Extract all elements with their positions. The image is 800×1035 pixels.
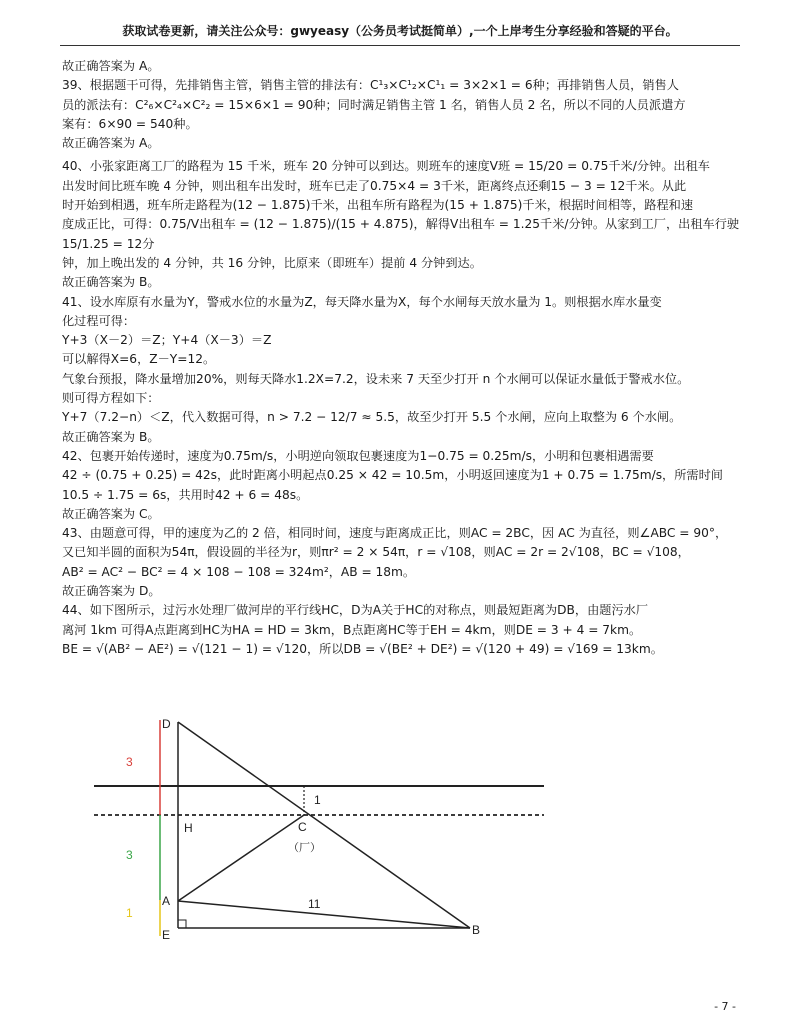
label-segment-mid: 3 xyxy=(126,848,133,862)
text-line: 离河 1km 可得A点距离到HC为HA = HD = 3km，B点距离HC等于EH = 4km，则DE = 3 + 4 = 7km。 xyxy=(62,622,642,637)
text-line: AB² = AC² − BC² = 4 × 108 − 108 = 324m²，AB = 18m。 xyxy=(62,564,416,579)
page-header: 获取试卷更新，请关注公众号：gwyeasy（公务员考试挺简单）,一个上岸考生分享经验和答疑的平台。 xyxy=(122,24,678,38)
text-line: 44、如下图所示，过污水处理厂做河岸的平行线HC，D为A关于HC的对称点，则最短距离为DB，由题污水厂 xyxy=(62,603,649,618)
text-line: 时开始到相遇，班车所走路程为(12 − 1.875)千米，出租车所有路程为(15 + 1.875)千米，根据时间相等，路程和速 xyxy=(62,198,694,213)
geometry-diagram xyxy=(92,714,552,944)
text-line: Y+7（7.2−n）＜Z，代入数据可得，n > 7.2 − 12/7 ≈ 5.5，故至少打开 5.5 个水闸，应向上取整为 6 个水闸。 xyxy=(62,410,682,425)
text-line: 39、根据题干可得，先排销售主管，销售主管的排法有：C¹₃×C¹₂×C¹₁ = 3×2×1 = 6种；再排销售人员，销售人 xyxy=(62,78,679,93)
label-a: A xyxy=(162,894,171,908)
text-line: 气象台预报，降水量增加20%，则每天降水1.2X=7.2，设未来 7 天至少打开 n 个水闸可以保证水量低于警戒水位。 xyxy=(62,371,690,386)
label-e: E xyxy=(162,928,171,942)
label-d: D xyxy=(162,717,171,731)
label-c: C xyxy=(298,820,307,834)
text-line: 则可得方程如下： xyxy=(62,391,160,406)
text-line: 又已知半圆的面积为54π，假设圆的半径为r，则πr² = 2 × 54π，r = √108，则AC = 2r = 2√108，BC = √108， xyxy=(62,545,690,560)
line-db xyxy=(178,722,470,928)
header-rule xyxy=(60,45,740,46)
text-line: 可以解得X=6，Z－Y=12。 xyxy=(62,352,216,367)
text-line: 化过程可得： xyxy=(62,313,136,328)
label-b: B xyxy=(472,923,481,937)
text-line: 故正确答案为 B。 xyxy=(62,275,160,290)
text-line: 10.5 ÷ 1.75 = 6s，共用时42 + 6 = 48s。 xyxy=(62,487,309,502)
text-line: BE = √(AB² − AE²) = √(121 − 1) = √120，所以DB = √(BE² + DE²) = √(120 + 49) = √169 = 13km。 xyxy=(62,641,663,656)
text-line: 42 ÷ (0.75 + 0.25) = 42s，此时距离小明起点0.25 × 42 = 10.5m，小明返回速度为1 + 0.75 = 1.75m/s，所需时间 xyxy=(62,468,723,483)
label-segment-bottom: 1 xyxy=(126,906,133,920)
text-line: 员的派法有：C²₆×C²₄×C²₂ = 15×6×1 = 90种；同时满足销售主管 1 名，销售人员 2 名，所以不同的人员派遣方 xyxy=(62,97,686,112)
text-line: 案有：6×90 = 540种。 xyxy=(62,116,198,131)
text-line: 故正确答案为 B。 xyxy=(62,429,160,444)
label-ab-length: 11 xyxy=(308,897,321,911)
page-number: - 7 - xyxy=(714,1000,736,1013)
label-factory: （厂） xyxy=(288,842,321,854)
right-angle-mark xyxy=(178,920,186,928)
line-ab xyxy=(178,901,470,928)
text-line: 钟，加上晚出发的 4 分钟，共 16 分钟，比原来（即班车）提前 4 分钟到达。 xyxy=(62,255,482,270)
text-line: 41、设水库原有水量为Y，警戒水位的水量为Z，每天降水量为X，每个水闸每天放水量为 1。则根据水库水量变 xyxy=(62,294,662,309)
label-segment-top: 3 xyxy=(126,755,133,769)
text-line: 故正确答案为 D。 xyxy=(62,584,161,599)
text-line: 故正确答案为 C。 xyxy=(62,506,160,521)
text-line: Y+3（X－2）＝Z；Y+4（X－3）＝Z xyxy=(62,333,272,348)
text-line: 度成正比，可得：0.75/V出租车 = (12 − 1.875)/(15 + 4.875)，解得V出租车 = 1.25千米/分钟。从家到工厂，出租车行驶15/1.25 = 12分 xyxy=(62,217,740,251)
solution-text xyxy=(62,57,742,659)
line-ac xyxy=(178,815,304,901)
text-line: 故正确答案为 A。 xyxy=(62,136,160,151)
text-line: 故正确答案为 A。 xyxy=(62,59,160,73)
text-line: 出发时间比班车晚 4 分钟，则出租车出发时，班车已走了0.75×4 = 3千米，距离终点还剩15 − 3 = 12千米。从此 xyxy=(62,178,687,193)
label-h: H xyxy=(184,821,193,835)
text-line: 43、由题意可得，甲的速度为乙的 2 倍，相同时间，速度与距离成正比，则AC = 2BC，因 AC 为直径，则∠ABC = 90°， xyxy=(62,526,728,541)
text-line: 40、小张家距离工厂的路程为 15 千米，班车 20 分钟可以到达。则班车的速度V班 = 15/20 = 0.75千米/分钟。出租车 xyxy=(62,159,710,174)
text-line: 42、包裹开始传递时，速度为0.75m/s，小明逆向领取包裹速度为1−0.75 = 0.25m/s，小明和包裹相遇需要 xyxy=(62,448,654,463)
label-river-gap: 1 xyxy=(314,793,321,807)
